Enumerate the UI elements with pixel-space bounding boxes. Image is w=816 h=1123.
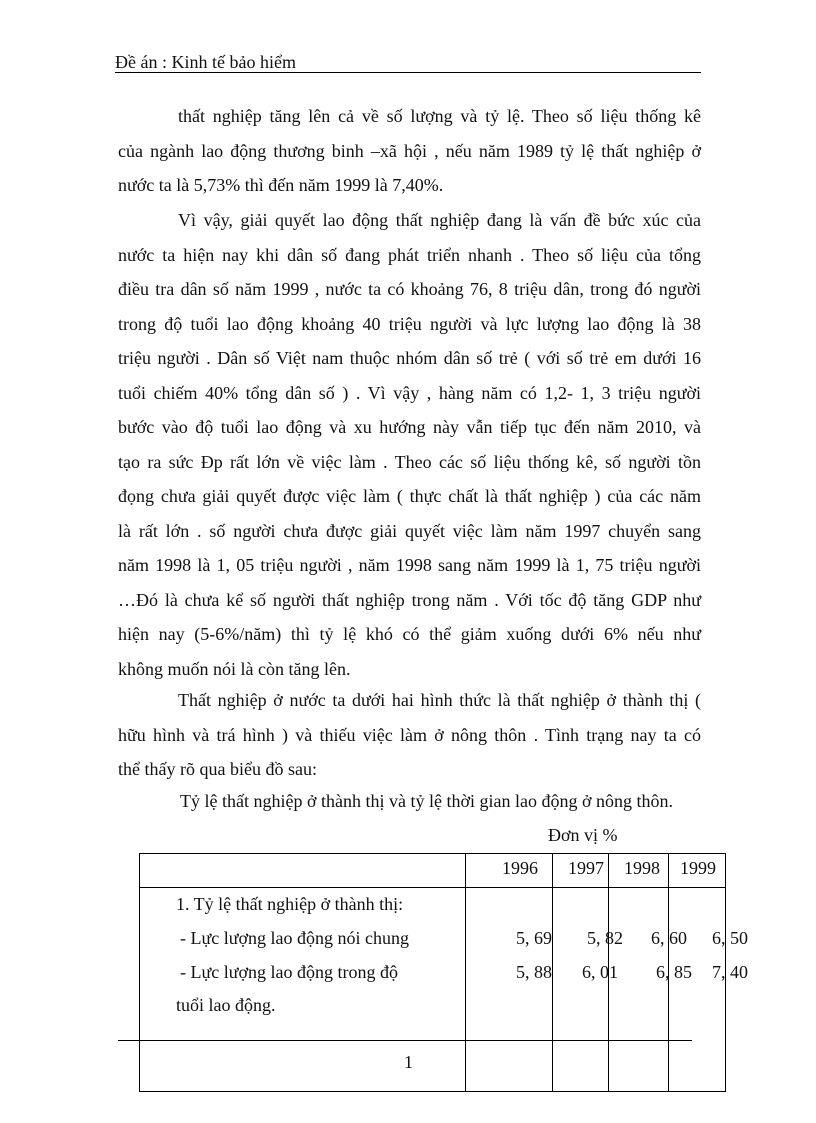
paragraph-line: năm 1998 là 1, 05 triệu người , năm 1998 sang năm 1999 là 1, 75 triệu người bbox=[118, 555, 701, 575]
table-cell: 6, 60 bbox=[651, 928, 687, 948]
table-column-rule bbox=[552, 853, 553, 1091]
year-header: 1996 bbox=[502, 858, 538, 878]
table-caption: Tỷ lệ thất nghiệp ở thành thị và tỷ lệ thời gian lao động ở nông thôn. bbox=[180, 791, 673, 811]
paragraph-line: đọng chưa giải quyết được việc làm ( thực chất là thất nghiệp ) của các năm bbox=[118, 486, 701, 506]
paragraph-line: triệu người . Dân số Việt nam thuộc nhóm dân số trẻ ( với số trẻ em dưới 16 bbox=[118, 348, 701, 368]
table-border-bottom bbox=[139, 1091, 726, 1092]
table-cell: 7, 40 bbox=[712, 962, 748, 982]
paragraph-line: bước vào độ tuổi lao động và xu hướng này vẫn tiếp tục đến năm 2010, và bbox=[118, 417, 701, 437]
paragraph-line: hữu hình và trá hình ) và thiếu việc làm ở nông thôn . Tình trạng nay ta có bbox=[118, 724, 701, 745]
year-header: 1998 bbox=[624, 858, 660, 878]
paragraph-line: tạo ra sức Đp rất lớn về việc làm . Theo các số liệu thống kê, số người tồn bbox=[118, 451, 701, 472]
paragraph-line: hiện nay (5-6%/năm) thì tỷ lệ khó có thể giảm xuống dưới 6% nếu như bbox=[118, 624, 701, 644]
paragraph-line: …Đó là chưa kể số người thất nghiệp trong năm . Với tốc độ tăng GDP như bbox=[118, 589, 701, 610]
paragraph-1 bbox=[118, 99, 701, 203]
paragraph-line: thể thấy rõ qua biểu đồ sau: bbox=[118, 759, 317, 779]
page-number: 1 bbox=[404, 1052, 413, 1072]
table-border-left bbox=[139, 853, 140, 1091]
table-cell: 5, 82 bbox=[587, 928, 623, 948]
paragraph-line: nước ta là 5,73% thì đến năm 1999 là 7,40%. bbox=[118, 175, 444, 195]
document-header bbox=[115, 52, 701, 73]
row-label-continued: tuổi lao động. bbox=[176, 995, 276, 1015]
paragraph-line: là rất lớn . số người chưa được giải quyết việc làm năm 1997 chuyển sang bbox=[118, 520, 701, 541]
paragraph-line: Vì vậy, giải quyết lao động thất nghiệp đang là vấn đề bức xúc của bbox=[178, 210, 701, 230]
paragraph-line: Thất nghiệp ở nước ta dưới hai hình thức là thất nghiệp ở thành thị ( bbox=[178, 690, 701, 710]
header-title: Đề án : Kinh tế bảo hiểm bbox=[115, 52, 296, 72]
table-column-rule bbox=[465, 853, 466, 1091]
footer-rule bbox=[118, 1040, 692, 1041]
table-cell: 5, 69 bbox=[516, 928, 552, 948]
paragraph-3 bbox=[118, 683, 701, 787]
paragraph-line: không muốn nói là còn tăng lên. bbox=[118, 658, 351, 679]
table-border-top bbox=[139, 853, 726, 854]
paragraph-2 bbox=[118, 203, 701, 686]
table-cell: 6, 85 bbox=[656, 962, 692, 982]
paragraph-line: thất nghiệp tăng lên cả về số lượng và tỷ lệ. Theo số liệu thống kê bbox=[178, 106, 701, 126]
row-label: - Lực lượng lao động trong độ bbox=[180, 962, 398, 982]
table-header-rule bbox=[139, 887, 726, 888]
year-header: 1999 bbox=[680, 858, 716, 878]
paragraph-line: điều tra dân số năm 1999 , nước ta có khoảng 76, 8 triệu dân, trong đó người bbox=[118, 279, 701, 299]
table-cell: 5, 88 bbox=[516, 962, 552, 982]
row-label: - Lực lượng lao động nói chung bbox=[180, 928, 409, 948]
section-title: 1. Tỷ lệ thất nghiệp ở thành thị: bbox=[176, 894, 404, 914]
paragraph-line: trong độ tuổi lao động khoảng 40 triệu người và lực lượng lao động là 38 bbox=[118, 313, 701, 334]
paragraph-line: của ngành lao động thương binh –xã hội , nếu năm 1989 tỷ lệ thất nghiệp ở bbox=[118, 140, 701, 161]
table-unit: Đơn vị % bbox=[548, 825, 618, 845]
paragraph-line: nước ta hiện nay khi dân số đang phát triển nhanh . Theo số liệu của tổng bbox=[118, 244, 701, 265]
table-cell: 6, 01 bbox=[582, 962, 618, 982]
paragraph-line: tuổi chiếm 40% tổng dân số ) . Vì vậy , hàng năm có 1,2- 1, 3 triệu người bbox=[118, 382, 701, 403]
table-cell: 6, 50 bbox=[712, 928, 748, 948]
year-header: 1997 bbox=[568, 858, 604, 878]
